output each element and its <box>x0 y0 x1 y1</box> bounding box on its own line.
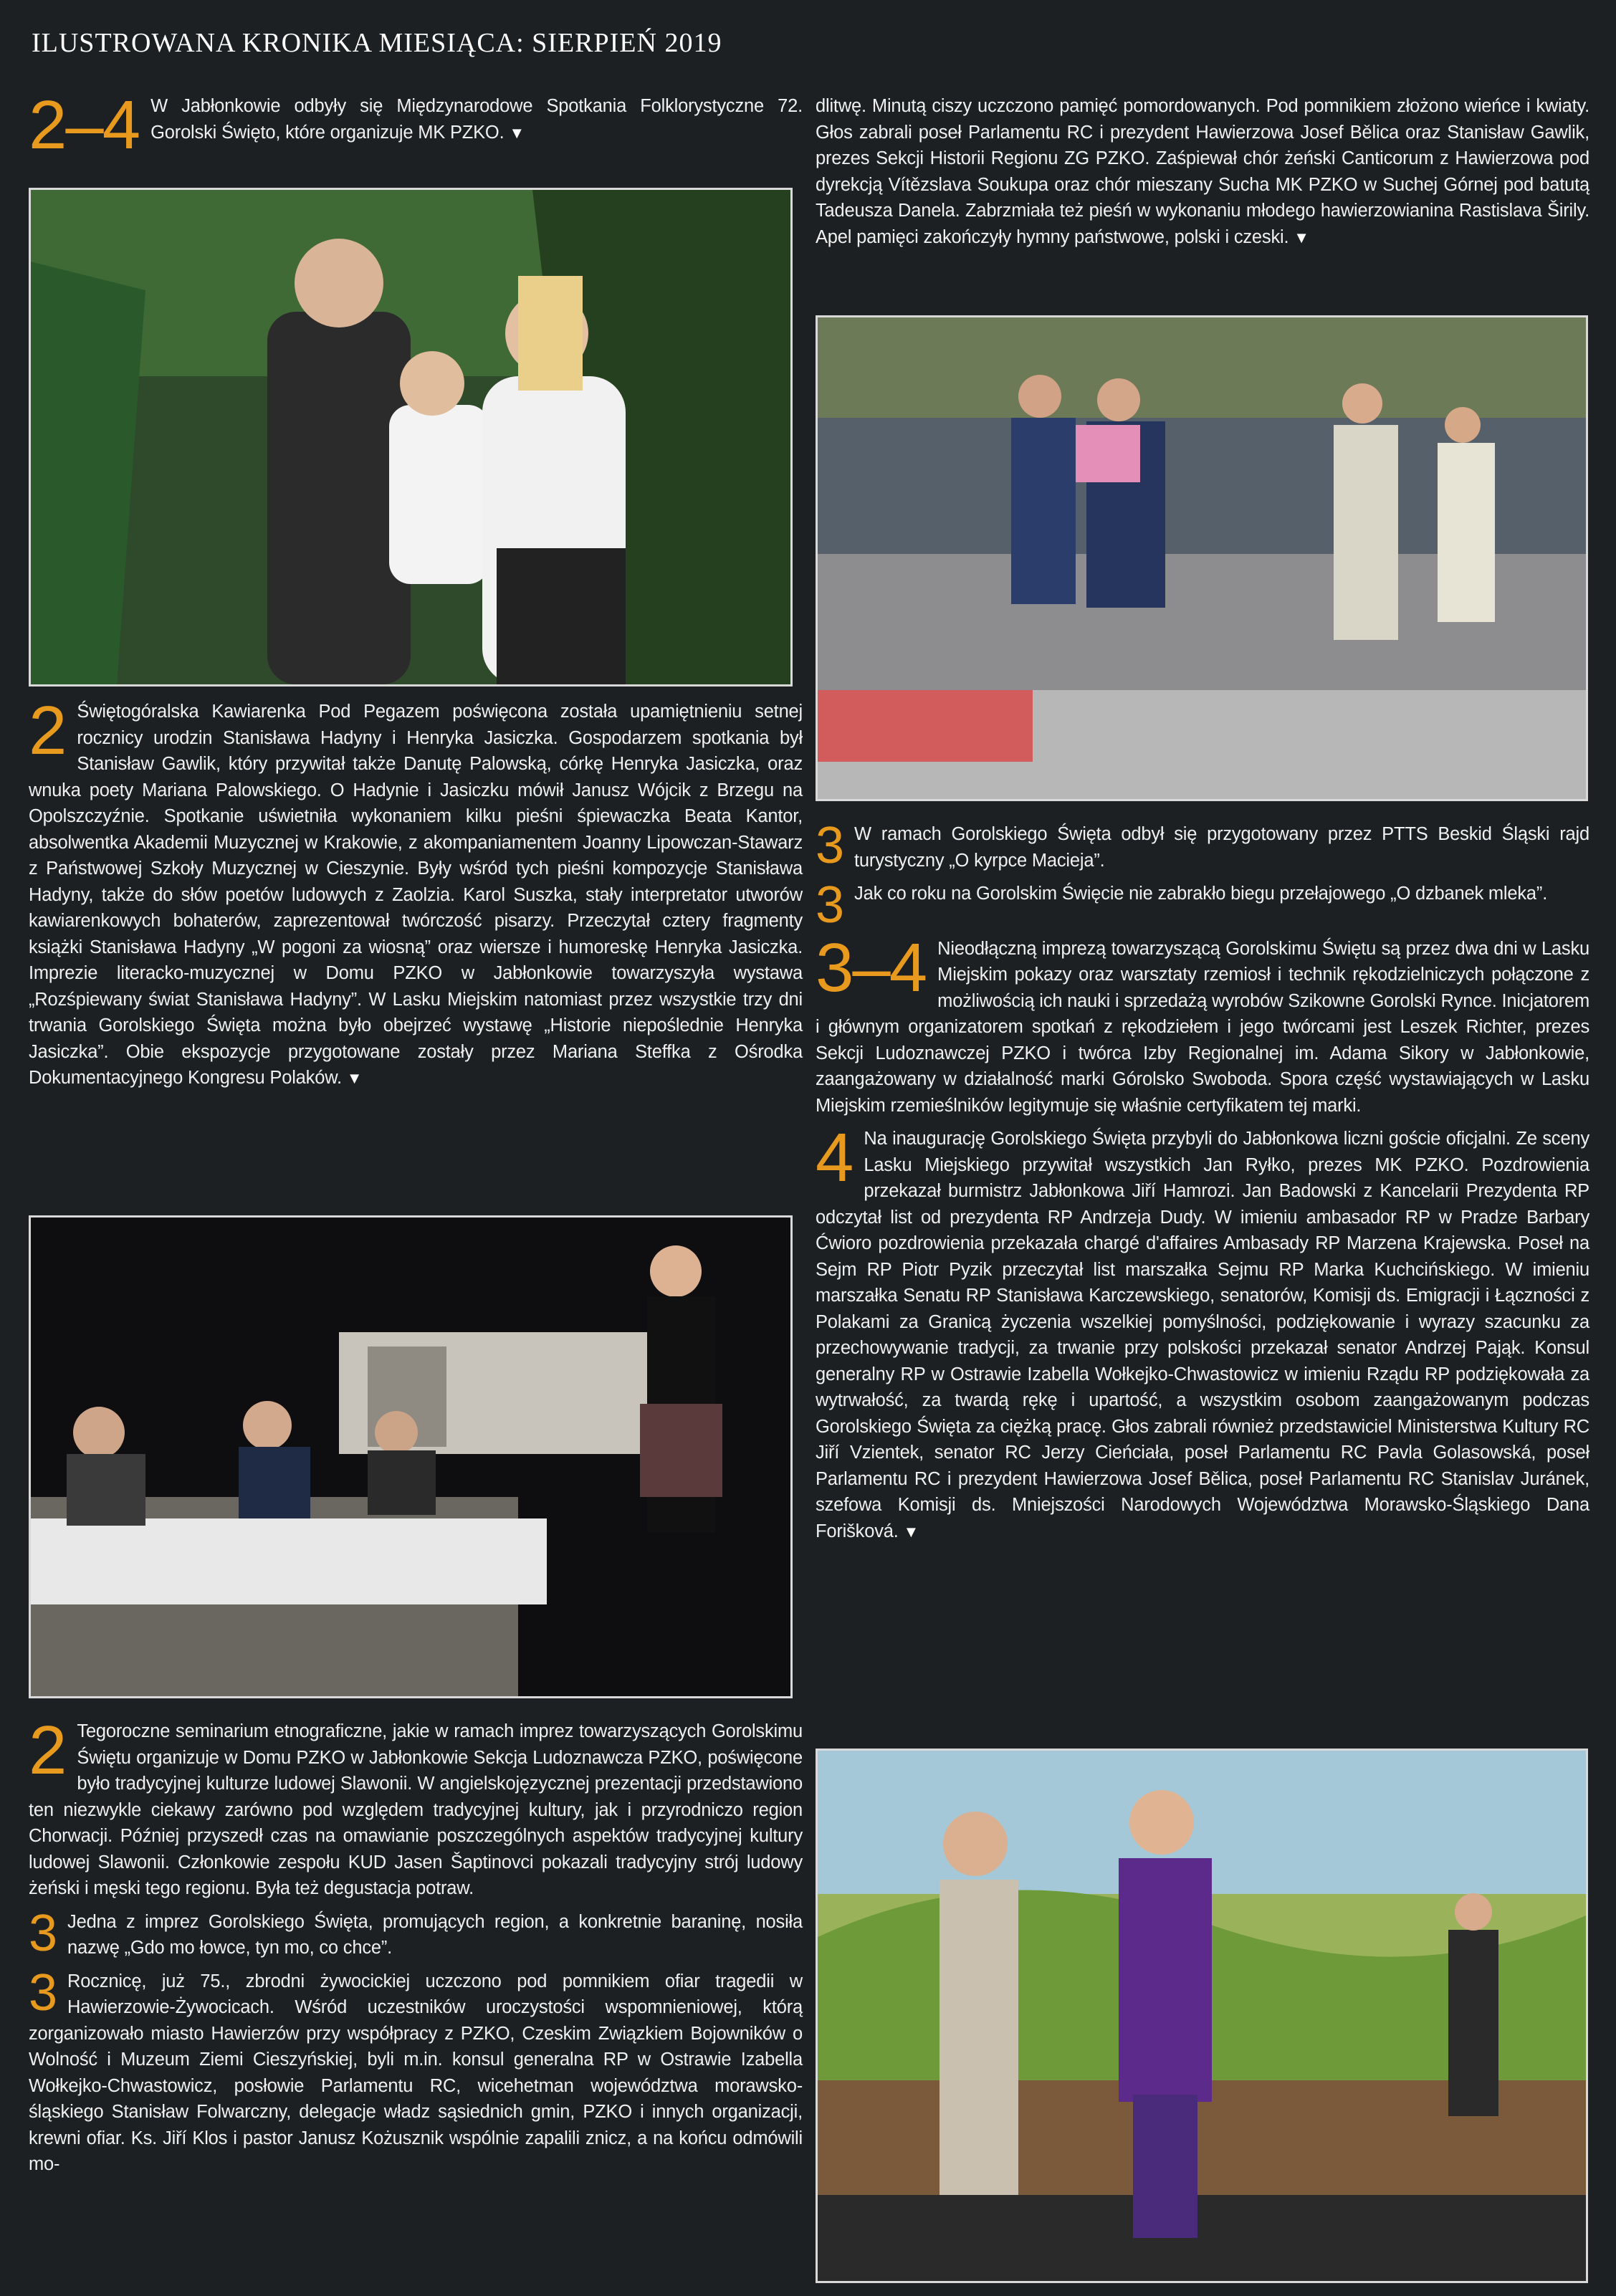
photo-folk-costume-image <box>31 190 790 684</box>
article-seminar <box>29 1712 803 1902</box>
article-zywocice <box>29 1963 803 2178</box>
article-baranina <box>29 1904 803 1962</box>
article-text: dlitwę. Minutą ciszy uczczono pamięć pomordowanych. Pod pomnikiem złożono wieńce i kwiaty. Głos zabrali poseł Parlamentu RC i prezydent Hawierzowa Josef Bělica oraz Stanisław Gawlik, prezes Sekcji Historii Regionu ZG PZKO. Zaśpiewał chór żeński Canticorum z Hawierzowa pod dyrekcją Vítězslava Soukupa oraz chór mieszany Sucha MK PZKO w Suchej Górnej pod batutą Tadeusza Danela. Zabrzmiała też pieśń w wykonaniu młodego hawierzowianina Rastislava Širily. Apel pamięci zakończyły hymny państwowe, polski i czeski. <box>816 96 1589 247</box>
article-text: Na inaugurację Gorolskiego Święta przybyli do Jabłonkowa liczni goście oficjalni. Ze sceny Lasku Miejskiego przywitał wszystkich Jan Ryłko, prezes MK PZKO. Pozdrowienia przekazał burmistrz Jabłonkowa Jiří Hamrozi. Jan Badowski z Kancelarii Prezydenta RP odczytał list od prezydenta RP Andrzeja Dudy. W imieniu ambasador RP w Pradze Barbary Ćwioro pozdrowienia przekazała chargé d'affaires Ambasady RP Marzena Krajewska. Poseł na Sejm RP Piotr Pyzik przeczytał list marszałka Sejmu RP Marka Kuchcińskiego. W imieniu marszałka Senatu RP Stanisława Karczewskiego, senatorów, Komisji ds. Emigracji i Łączności z Polakami za Granicą życzenia wszelkiej pomyślności, podziękowanie i wyrazy szacunku za przechowywanie tradycji, za trwanie przy polskości przekazał senator Andrzej Pająk. Konsul generalny RP w Ostrawie Izabella Wołkejko-Chwastowicz w imieniu Rządu RP podziękowała za wytrwałość, za twardą rękę i upartość, a wszystkim osobom zaangażowanym podczas Gorolskiego Święta za ciężką pracę. Głos zabrali również przedstawiciel Ministerstwa Kultury RC Jiří Vzientek, senator RC Jerzy Cieńciała, poseł Parlamentu RC Pavla Golasowská, poseł Parlamentu RC i prezydent Hawierzowa Josef Bělica, poseł Parlamentu RC Stanislav Juránek, szefowa Komisji ds. Mniejszości Narodowych Województwa Morawsko-Śląskiego Dana Forišková. <box>816 1129 1589 1541</box>
section-number: 3–4 <box>816 929 927 1006</box>
article-text: Jedna z imprez Gorolskiego Święta, promujących region, a konkretnie baraninę, nosiła nazwę „Gdo mo łowce, tyn mo, co chce”. <box>67 1911 803 1958</box>
right-column-block-2 <box>816 817 1590 1552</box>
article-inauguracja <box>816 1119 1589 1545</box>
section-number: 2–4 <box>29 87 140 163</box>
article-text: Nieodłączną imprezą towarzyszącą Gorolskimu Świętu są przez dwa dni w Lasku Miejskim pokazy oraz warsztaty rzemiosł i technik rękodzielniczych połączone z możliwością ich nauki i sprzedażą wyrobów Szikowne Gorolski Rynce. Inicjatorem i głównym organizatorem spotkań z rękodziełem i jego twórcami jest Leszek Richter, prezes Sekcji Ludoznawczej PZKO i twórca Izby Regionalnej im. Adama Sikory w Jabłonkowie, zaangażowany w działalność marki Górolsko Swoboda. Spora część wystawiających w Lasku Miejskim rzemieślników legitymuje się właśnie certyfikatem tej marki. <box>816 938 1590 1116</box>
article-zywocice-cont <box>816 93 1589 251</box>
left-column <box>29 87 803 163</box>
section-number: 2 <box>29 1712 66 1789</box>
left-column-block-2 <box>29 692 803 1099</box>
arrow-down-icon: ▼ <box>903 1522 919 1541</box>
article-folklore-intro <box>29 87 803 163</box>
section-number: 2 <box>29 692 66 769</box>
photo-folk-costume <box>29 188 793 687</box>
page-header-title: ILUSTROWANA KRONIKA MIESIĄCA: SIERPIEŃ 2019 <box>32 28 722 58</box>
article-rajd <box>816 817 1589 874</box>
article-text: Świętogóralska Kawiarenka Pod Pegazem poświęcona została upamiętnieniu setnej rocznicy urodzin Stanisława Hadyny i Henryka Jasiczka. Gospodarzem spotkania był Stanisław Gawlik, który przywitał także Danutę Palowską, córkę Henryka Jasiczka, oraz wnuka poety Mariana Palowskiego. O Hadynie i Jasiczku mówił Janusz Wójcik z Brzegu na Opolszczyźnie. Spotkanie uświetniła wykonaniem kilku pieśni śpiewaczka Beata Kantor, absolwentka Akademii Muzycznej w Krakowie, z akompaniamentem Joanny Lipowczan-Stawarz z Państwowej Szkoły Muzycznej w Cieszynie. Były wśród tych pieśni kompozycje Stanisława Hadyny, także do słów poetów ludowych z Zaolzia. Karol Suszka, stały interpretator utworów kawiarenkowych bohaterów, zaprezentował twórczość pisarzy. Przeczytał cztery fragmenty książki Stanisława Hadyny „W pogoni za wiosną” oraz wiersze i humoreskę Henryka Jasiczka. Imprezie literacko-muzycznej w Domu PZKO w Jabłonkowie towarzyszyła wystawa „Rozśpiewany świat Stanisława Hadyny”. W Lasku Miejskim natomiast przez wszystkie trzy dni trwania Gorolskiego Święta można było obejrzeć wystawę „Historie niepoślednie Henryka Jasiczka”. Obie ekspozycje przygotowane zostały przez Mariana Steffka z Ośrodka Dokumentacyjnego Kongresu Polaków. <box>29 702 803 1088</box>
section-number: 4 <box>816 1119 853 1197</box>
photo-stage-image <box>818 1751 1586 2281</box>
article-kawiarenka <box>29 692 803 1092</box>
article-bieg <box>816 876 1589 934</box>
article-text: Tegoroczne seminarium etnograficzne, jakie w ramach imprez towarzyszących Gorolskimu Świętu organizuje w Domu PZKO w Jabłonkowie Sekcja Ludoznawcza PZKO, poświęcone było tradycyjnej kulturze ludowej Slawonii. W angielskojęzycznej prezentacji przedstawiono ten niezwykle ciekawy zarówno pod względem tradycyjnej kultury, jak i przyrodniczo region Chorwacji. Później przyszedł czas na omawianie poszczególnych aspektów tradycyjnej kultury ludowej Slawonii. Członkowie zespołu KUD Jasen Šaptinovci pokazali tradycyjny strój ludowy żeński i męski tego regionu. Była też degustacja potraw. <box>29 1721 803 1898</box>
photo-memorial <box>816 315 1588 801</box>
section-number: 3 <box>29 1963 57 2022</box>
photo-memorial-image <box>818 317 1586 799</box>
article-text: Rocznicę, już 75., zbrodni żywocickiej uczczono pod pomnikiem ofiar tragedii w Hawierzowie-Żywocicach. Wśród uczestników uroczystości wspomnieniowej, którą zorganizowało miasto Hawierzów przy współpracy z PZKO, Czeskim Związkiem Bojowników o Wolność i Muzeum Ziemi Cieszyńskiej, byli m.in. konsul generalna RP w Ostrawie Izabella Wołkejko-Chwastowicz, posłowie Parlamentu RC, wicehetman województwa morawsko-śląskiego Stanisław Folwarczny, delegacje władz sąsiednich gmin, PZKO i innych organizacji, krewni ofiar. Ks. Jiří Klos i pastor Janusz Kożusznik wspólnie zapalili znicz, a na końcu odmówili mo- <box>29 1971 803 2174</box>
section-number: 3 <box>29 1904 57 1962</box>
article-text: W ramach Gorolskiego Święta odbył się przygotowany przez PTTS Beskid Śląski rajd turystyczny „O kyrpce Macieja”. <box>854 824 1589 871</box>
article-text: Jak co roku na Gorolskim Święcie nie zabrakło biegu przełajowego „O dzbanek mleka”. <box>854 884 1548 904</box>
arrow-down-icon: ▼ <box>346 1069 363 1087</box>
photo-stage <box>816 1749 1588 2283</box>
left-column-block-3 <box>29 1712 803 2185</box>
article-text: W Jabłonkowie odbyły się Międzynarodowe Spotkania Folklorystyczne 72. Gorolski Święto, które organizuje MK PZKO. <box>150 96 803 143</box>
arrow-down-icon: ▼ <box>1294 228 1309 247</box>
photo-seminar-image <box>31 1218 790 1696</box>
section-number: 3 <box>816 876 843 934</box>
arrow-down-icon: ▼ <box>509 123 525 142</box>
photo-seminar <box>29 1215 793 1698</box>
article-rekodzielo <box>816 929 1590 1119</box>
section-number: 3 <box>816 817 843 874</box>
right-column <box>816 93 1589 258</box>
